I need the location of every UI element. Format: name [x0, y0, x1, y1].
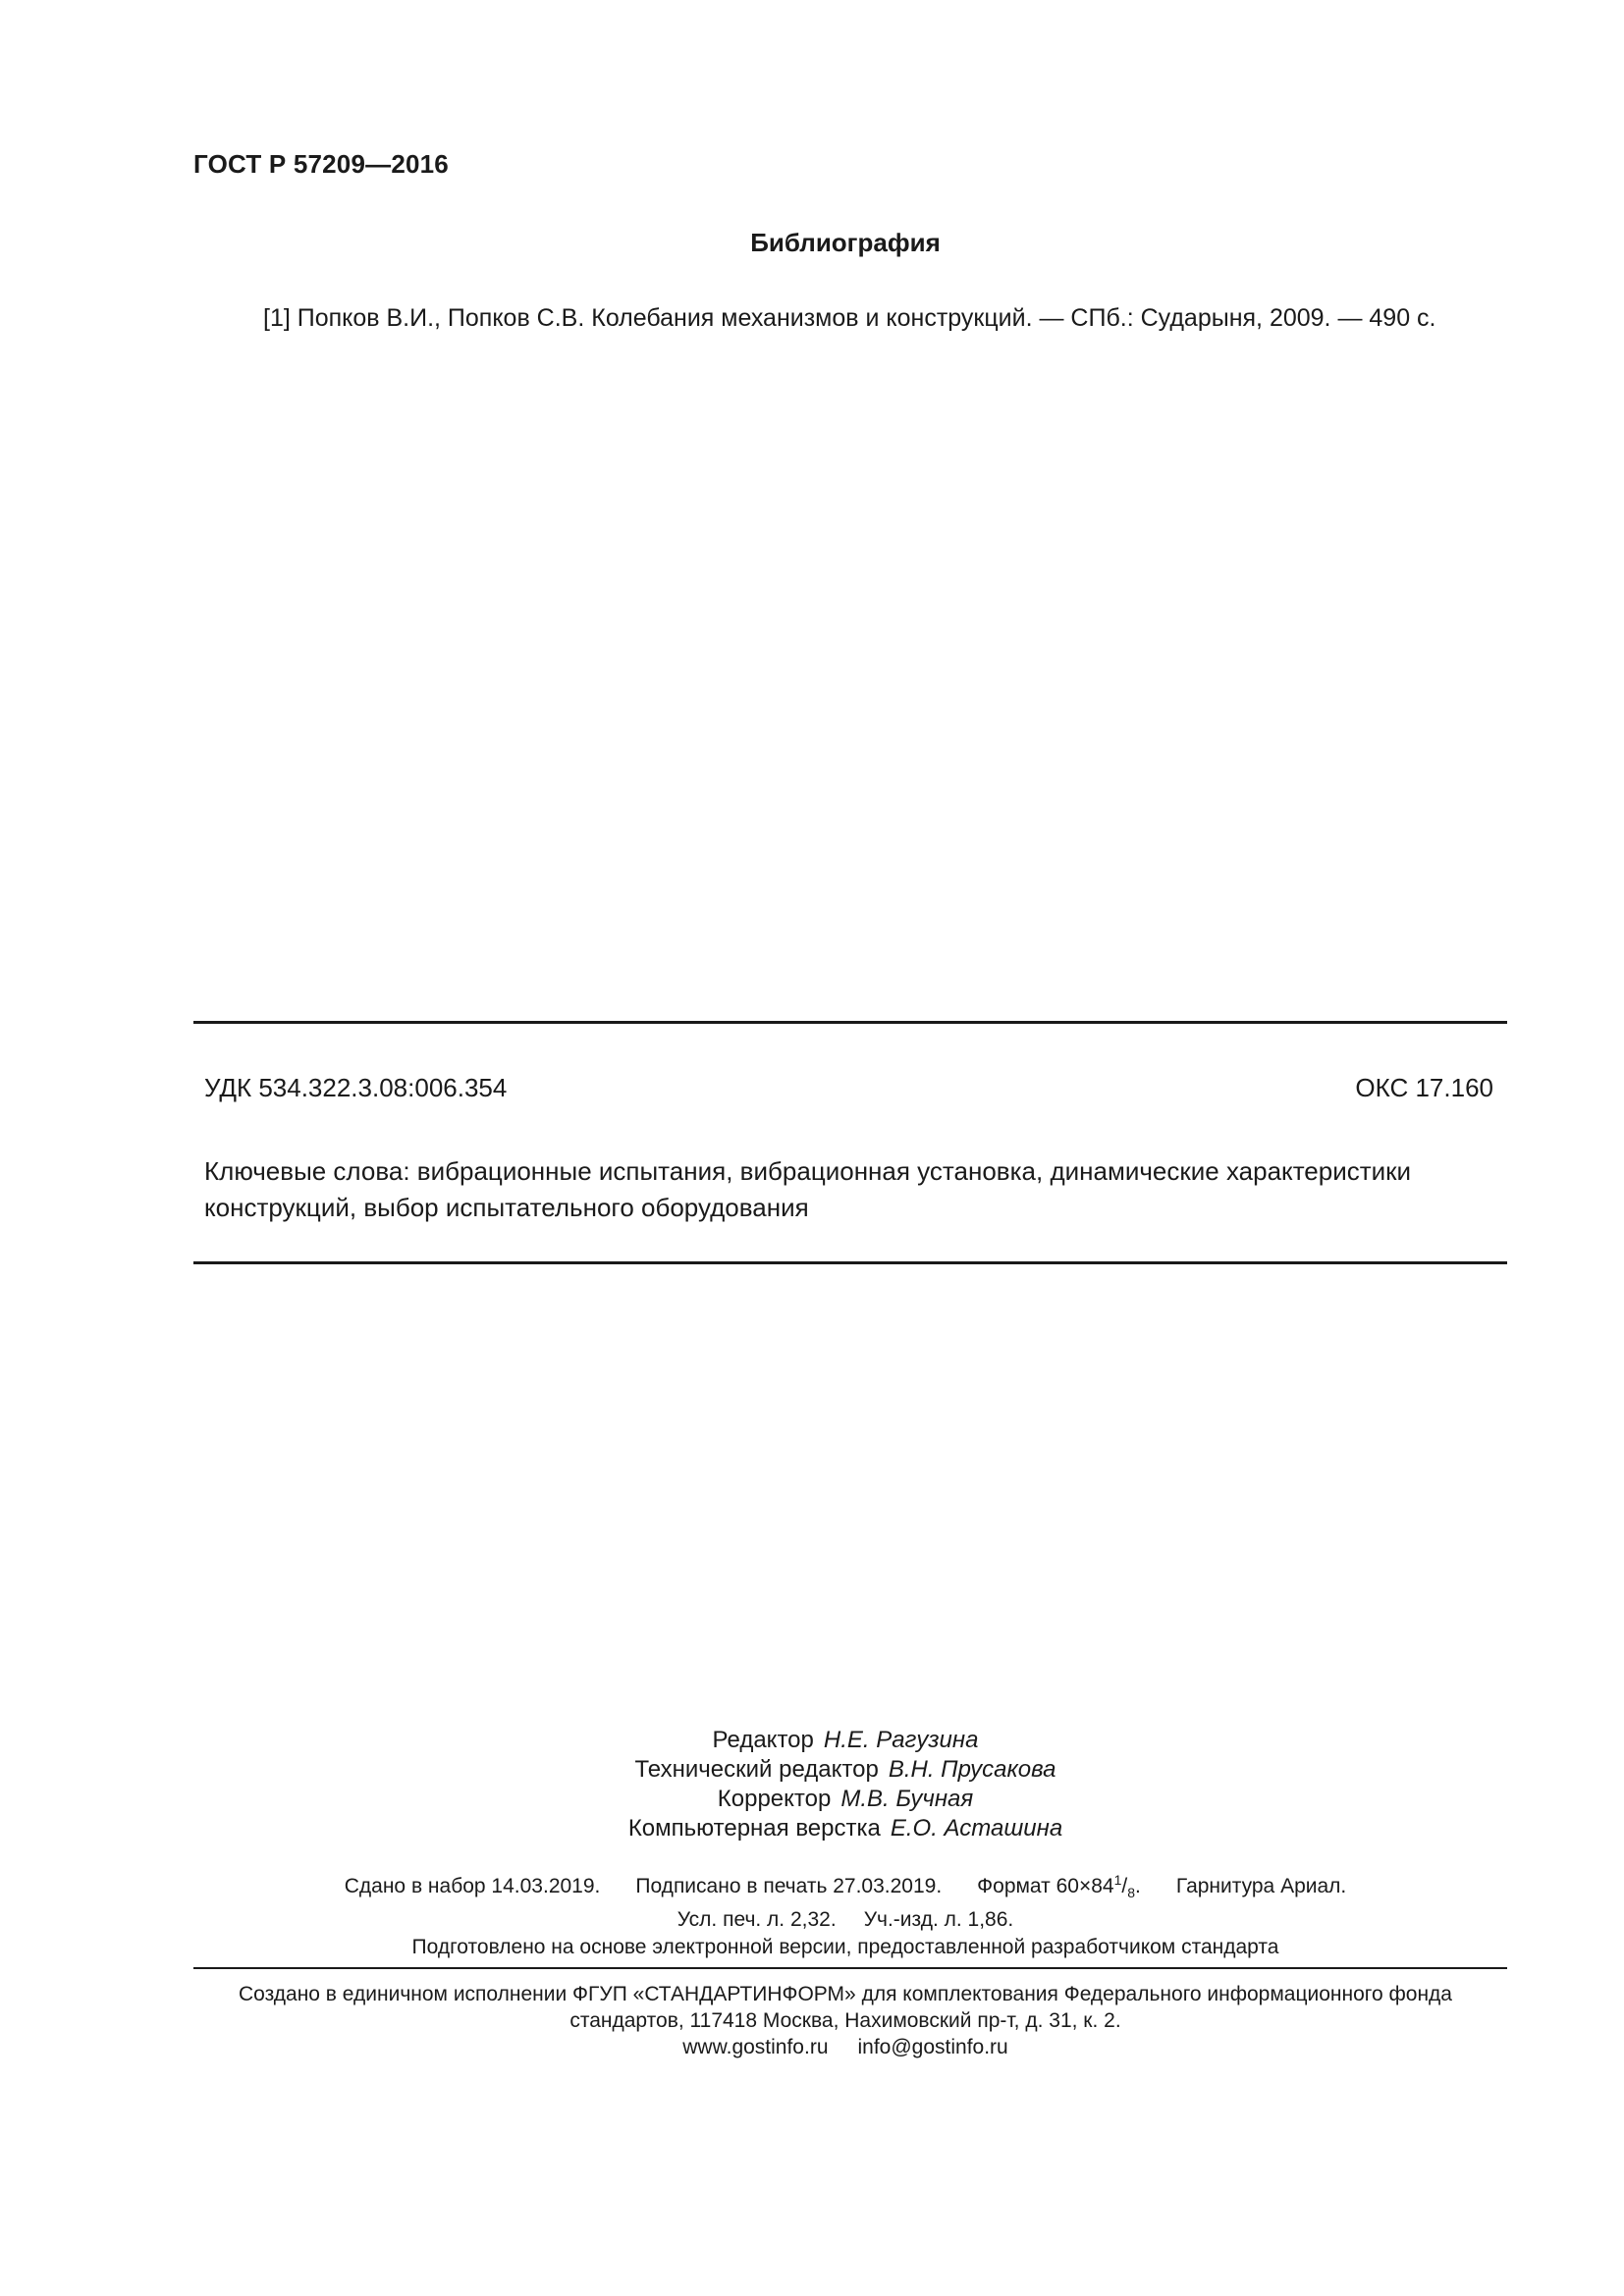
bibliography-entry: [1] Попков В.И., Попков С.В. Колебания механизмов и конструкций. — СПб.: Сударыня, 2009. — 490 с.	[263, 304, 1436, 332]
credits-block	[0, 1726, 1624, 1843]
keywords: Ключевые слова: вибрационные испытания, вибрационная установка, динамические характеристики конструкций, выбор испытательного оборудования	[204, 1156, 1412, 1222]
divider-middle	[193, 1261, 1507, 1264]
footer-block	[0, 1981, 1624, 2060]
credit-editor	[67, 1726, 1624, 1755]
imprint-font: Гарнитура Ариал.	[1175, 1875, 1347, 1897]
divider-bottom	[193, 1967, 1507, 1969]
imprint-format: Формат $60\times 84^1/_8$.	[977, 1872, 1141, 1901]
document-code: ГОСТ Р 57209—2016	[193, 149, 449, 179]
oks-code: ОКС 17.160	[1355, 1073, 1493, 1102]
credit-name: Е.О. Асташина	[890, 1815, 1063, 1842]
footer-email-link[interactable]: info@gostinfo.ru	[857, 2036, 1008, 2058]
credit-layout	[67, 1814, 1624, 1843]
credit-role: Корректор	[717, 1786, 832, 1812]
imprint-prepared: Подготовлено на основе электронной версии, предоставленной разработчиком стандарта	[411, 1936, 1279, 1959]
imprint-signed: Подписано в печать 27.03.2019.	[635, 1875, 943, 1897]
credit-name: Н.Е. Рагузина	[823, 1727, 979, 1753]
credit-name: В.Н. Прусакова	[888, 1756, 1056, 1783]
imprint-line-2	[67, 1906, 1624, 1934]
credit-name: М.В. Бучная	[840, 1786, 974, 1812]
credit-role: Компьютерная верстка	[627, 1815, 881, 1842]
imprint-print-sheets: Усл. печ. л. 2,32.	[677, 1908, 837, 1932]
divider-top	[193, 1021, 1507, 1024]
imprint-line-1	[67, 1866, 1624, 1906]
udk-code: УДК 534.322.3.08:006.354	[204, 1073, 508, 1102]
footer-contacts	[67, 2034, 1624, 2060]
footer-line-1: Создано в единичном исполнении ФГУП «СТАНДАРТИНФОРМ» для комплектования Федерального информационного фонда	[238, 1983, 1452, 2005]
credit-role: Редактор	[712, 1727, 814, 1753]
imprint-submitted: Сдано в набор 14.03.2019.	[344, 1875, 601, 1897]
bibliography-title: Библиография	[750, 228, 941, 257]
credit-tech-editor	[67, 1755, 1624, 1785]
credit-role: Технический редактор	[634, 1756, 879, 1783]
footer-website-link[interactable]: www.gostinfo.ru	[682, 2036, 829, 2058]
credit-proofreader	[67, 1785, 1624, 1814]
imprint-pub-sheets: Уч.-изд. л. 1,86.	[863, 1908, 1014, 1932]
footer-line-2: стандартов, 117418 Москва, Нахимовский пр-т, д. 31, к. 2.	[569, 2009, 1121, 2032]
imprint-block	[0, 1866, 1624, 1961]
